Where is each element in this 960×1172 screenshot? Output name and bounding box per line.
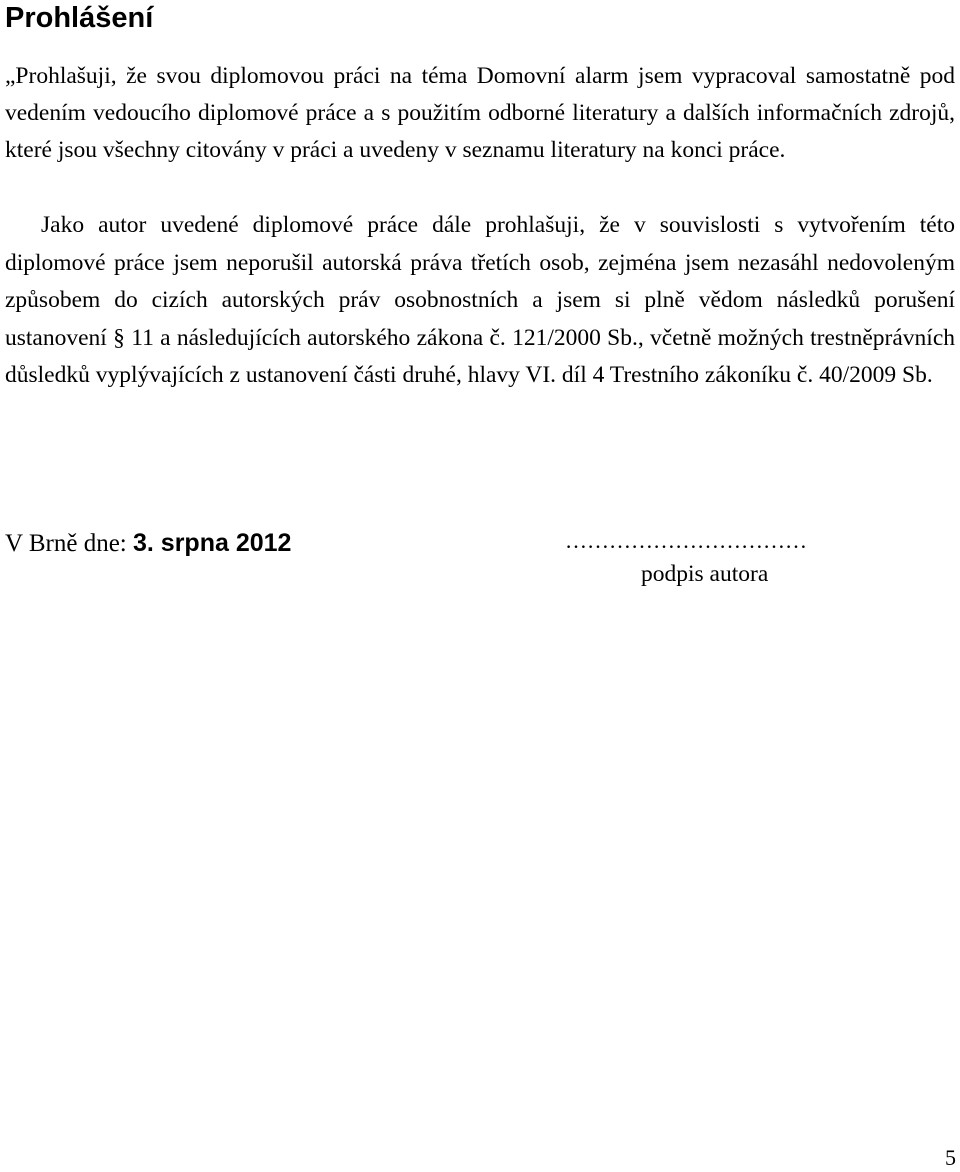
page-title: Prohlášení [5, 2, 154, 34]
declaration-paragraph-1: „Prohlašuji, že svou diplomovou práci na téma Domovní alarm jsem vypracoval samostatně pod vedením vedoucího diplomové práce a s použitím odborné literatury a dalších informačních zdrojů, které jsou všechny citovány v práci a uvedeny v seznamu literatury na konci práce. [5, 63, 955, 163]
place-and-date [5, 525, 291, 562]
place-label: V Brně dne: [5, 530, 127, 557]
signature-label: podpis autora [641, 561, 769, 587]
declaration-paragraph-2: Jako autor uvedené diplomové práce dále prohlašuji, že v souvislosti s vytvořením této diplomové práce jsem neporušil autorská práva třetích osob, zejména jsem nezasáhl nedovoleným způsobem do cizích autorských práv osobnostních a jsem si plně vědom následků porušení ustanovení § 11 a následujících autorského zákona č. 121/2000 Sb., včetně možných trestněprávních důsledků vyplývajících z ustanovení části druhé, hlavy VI. díl 4 Trestního zákoníku č. 40/2009 Sb. [5, 212, 955, 388]
signature-date: 3. srpna 2012 [133, 529, 292, 557]
page-number: 5 [945, 1145, 956, 1170]
signature-line: …………………………… [565, 528, 807, 553]
